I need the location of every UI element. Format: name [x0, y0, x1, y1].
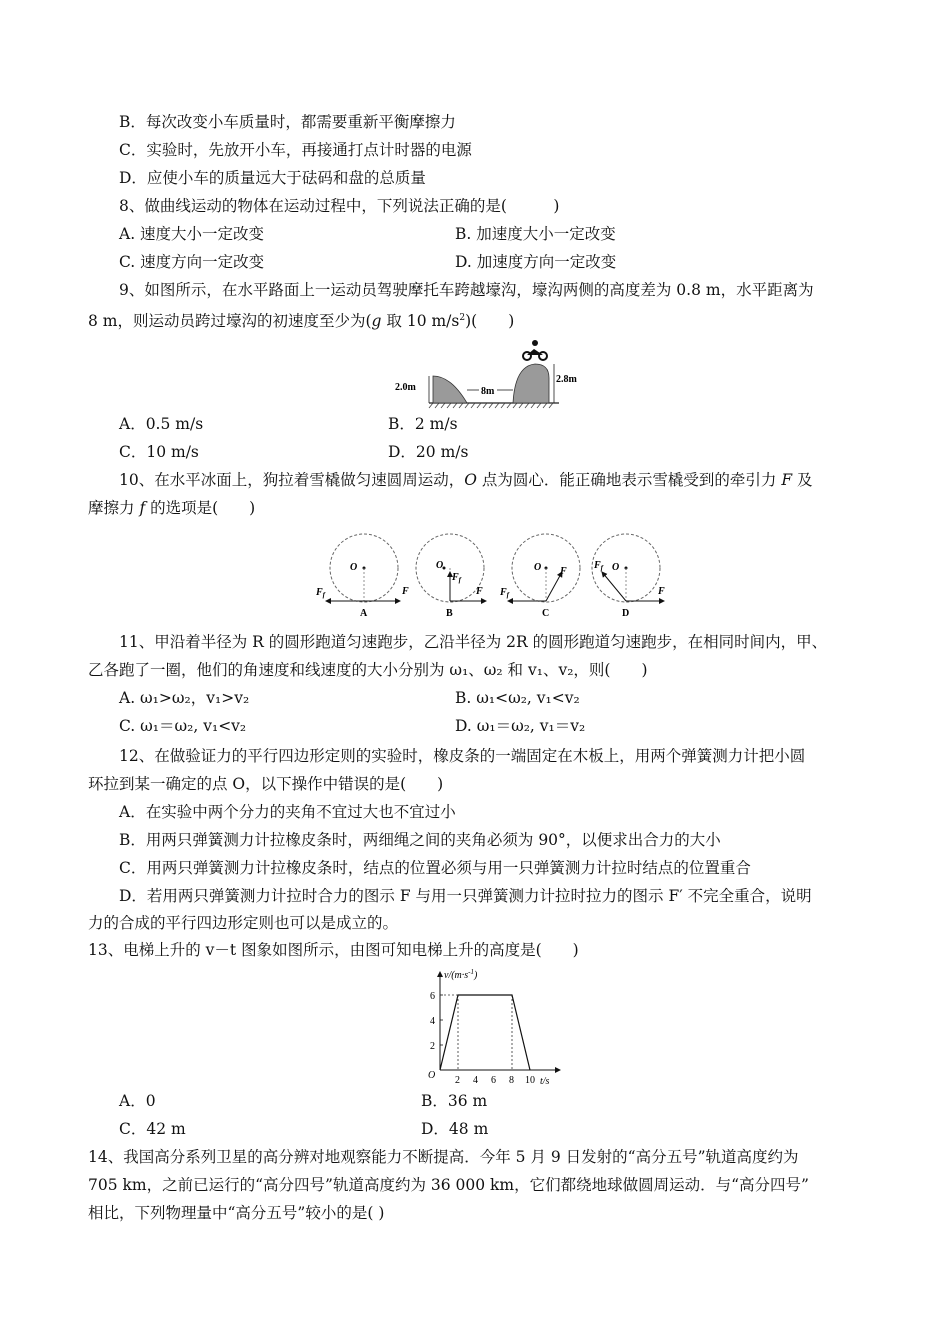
- x-tick-label: 4: [473, 1075, 478, 1086]
- q8-option-c: C. 速度方向一定改变: [119, 253, 265, 271]
- q13-vt-chart: [418, 966, 568, 1086]
- q10-stem-line1: 10、在水平冰面上，狗拉着雪橇做匀速圆周运动，O 点为圆心．能正确地表示雪橇受到的牵引力 F 及: [119, 471, 813, 489]
- series-line: [440, 995, 530, 1070]
- q14-stem-line3: 相比，下列物理量中“高分五号”较小的是( ): [88, 1204, 385, 1222]
- q9-option-b: B．2 m/s: [388, 415, 458, 433]
- x-tick-label: 8: [509, 1075, 514, 1086]
- q8-option-d: D. 加速度方向一定改变: [455, 253, 617, 271]
- q8-option-b: B. 加速度大小一定改变: [455, 225, 616, 243]
- svg-text:F: F: [560, 566, 567, 577]
- q10-option-d-diagram: [592, 534, 665, 619]
- q13-stem: 13、电梯上升的 v－t 图象如图所示，由图可知电梯上升的高度是( ): [88, 941, 579, 959]
- q9-left-height: 2.0m: [395, 382, 416, 393]
- q10-label-c: C: [542, 608, 550, 619]
- q11-stem-line1: 11、甲沿着半径为 R 的圆形跑道匀速跑步，乙沿半径为 2R 的圆形跑道匀速跑步，在相同时间内，甲、: [119, 633, 828, 651]
- q10-option-a-diagram: [315, 534, 409, 619]
- y-tick-label: 6: [430, 991, 435, 1002]
- q11-option-a: A. ω₁>ω₂，v₁>v₂: [119, 689, 250, 707]
- svg-text:O: O: [350, 562, 358, 573]
- q11-option-c: C. ω₁＝ω₂, v₁<v₂: [119, 717, 247, 735]
- left-mound: [433, 376, 467, 403]
- q13-option-c: C．42 m: [119, 1120, 186, 1138]
- q13-option-a: A．0: [119, 1092, 156, 1110]
- q14-stem-line2: 705 km，之前已运行的“高分四号”轨道高度约为 36 000 km，它们都绕地球做圆周运动．与“高分四号”: [88, 1176, 809, 1194]
- q7-option-b: B．每次改变小车质量时，都需要重新平衡摩擦力: [119, 113, 456, 131]
- q12-option-d-line2: 力的合成的平行四边形定则也可以是成立的。: [88, 914, 399, 932]
- q11-option-b: B. ω₁<ω₂, v₁<v₂: [455, 689, 580, 707]
- right-mound: [513, 364, 549, 403]
- q12-option-a: A．在实验中两个分力的夹角不宜过大也不宜过小: [119, 803, 456, 821]
- svg-text:F: F: [402, 586, 409, 597]
- q10-option-b-diagram: [416, 534, 486, 619]
- q9-figure-motorcycle-ditch: [393, 338, 577, 410]
- svg-text:Ff: $F_f$: [452, 572, 462, 584]
- q12-option-b: B．用两只弹簧测力计拉橡皮条时，两细绳之间的夹角必须为 90°，以便求出合力的大小: [119, 831, 721, 849]
- q10-stem-line2: 摩擦力 f 的选项是( ): [88, 499, 256, 517]
- q13-option-b: B．36 m: [421, 1092, 488, 1110]
- q13-option-d: D．48 m: [421, 1120, 489, 1138]
- x-tick-label: 6: [491, 1075, 496, 1086]
- q7-option-c: C．实验时，先放开小车，再接通打点计时器的电源: [119, 141, 472, 159]
- q9-option-d: D．20 m/s: [388, 443, 469, 461]
- x-axis-label: t/s: [540, 1076, 550, 1087]
- svg-text:O: O: [436, 560, 444, 571]
- q11-stem-line2: 乙各跑了一圈，他们的角速度和线速度的大小分别为 ω₁、ω₂ 和 v₁、v₂，则( ): [88, 661, 648, 679]
- q12-stem-line1: 12、在做验证力的平行四边形定则的实验时，橡皮条的一端固定在木板上，用两个弹簧测力计把小圆: [119, 747, 806, 765]
- q9-stem-line1: 9、如图所示，在水平路面上一运动员驾驶摩托车跨越壕沟，壕沟两侧的高度差为 0.8 m，水平距离为: [119, 281, 814, 299]
- svg-text:F: F: [476, 586, 483, 597]
- y-axis-label: $v/(m\cdot s^{-1})$: [444, 968, 478, 981]
- svg-text:F: F: [658, 586, 665, 597]
- svg-text:Ff: $F_f$: [316, 587, 326, 599]
- q14-stem-line1: 14、我国高分系列卫星的高分辨对地观察能力不断提高．今年 5 月 9 日发射的“高分五号”轨道高度约为: [88, 1148, 799, 1166]
- y-tick-label: 2: [430, 1041, 435, 1052]
- q10-label-d: D: [622, 608, 630, 619]
- q12-option-d-line1: D．若用两只弹簧测力计拉时合力的图示 F 与用一只弹簧测力计拉时拉力的图示 F′ 不完全重合，说明: [119, 887, 812, 905]
- q9-option-c: C．10 m/s: [119, 443, 199, 461]
- q10-figure-force-options: [312, 528, 676, 620]
- svg-text:Ff: $F_f$: [594, 560, 604, 572]
- q8-option-a: A. 速度大小一定改变: [119, 225, 265, 243]
- y-tick-label: 4: [430, 1016, 435, 1027]
- q10-label-b: B: [446, 608, 453, 619]
- x-tick-label: 10: [525, 1075, 535, 1086]
- q10-label-a: A: [360, 608, 368, 619]
- q10-option-c-diagram: [499, 534, 580, 619]
- svg-text:O: O: [534, 562, 542, 573]
- q9-stem-line2: 8 m，则运动员跨过壕沟的初速度至少为(g 取 10 $m/s^2$)( ): [88, 312, 515, 331]
- q12-stem-line2: 环拉到某一确定的点 O，以下操作中错误的是( ): [88, 775, 444, 793]
- q12-option-c: C．用两只弹簧测力计拉橡皮条时，结点的位置必须与用一只弹簧测力计拉时结点的位置重合: [119, 859, 751, 877]
- q9-option-a: A．0.5 m/s: [119, 415, 204, 433]
- x-tick-label: 2: [455, 1075, 460, 1086]
- q11-option-d: D. ω₁＝ω₂, v₁＝v₂: [455, 717, 586, 735]
- svg-text:Ff: $F_f$: [500, 587, 510, 599]
- motorcycle-icon: [523, 340, 547, 360]
- q9-distance: 8m: [481, 386, 495, 397]
- origin-label: O: [428, 1070, 436, 1081]
- q8-stem: 8、做曲线运动的物体在运动过程中，下列说法正确的是( ): [119, 197, 560, 215]
- svg-text:O: O: [612, 562, 620, 573]
- q9-right-height: 2.8m: [556, 374, 577, 385]
- q7-option-d: D．应使小车的质量远大于砝码和盘的总质量: [119, 169, 426, 187]
